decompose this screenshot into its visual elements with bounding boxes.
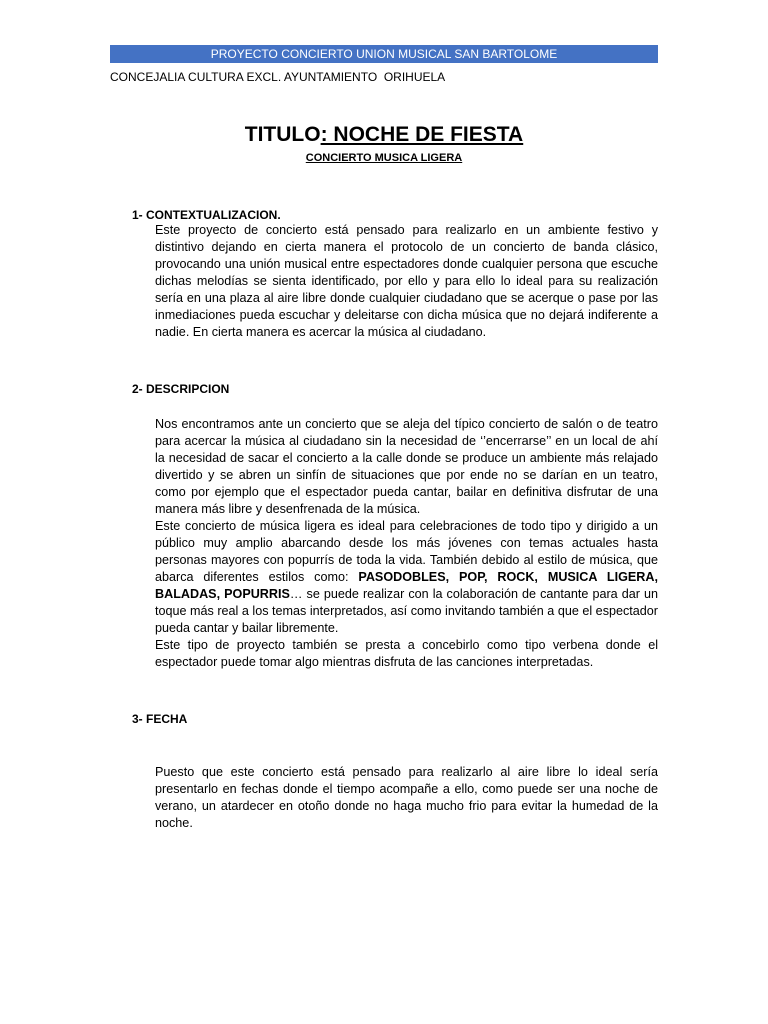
subheader-text: CONCEJALIA CULTURA EXCL. AYUNTAMIENTO ORIHUELA <box>110 70 446 84</box>
paragraph-descripcion-1: Nos encontramos ante un concierto que se aleja del típico concierto de salón o de teatro para acercar la música al ciudadano sin la necesidad de ‘’encerrarse’’ en un local de ahí la necesidad de sacar el concierto a la calle donde se produce un ambiente más relajado divertido y se abren un sinfín de situaciones que por ende no se darían en un teatro, como por ejemplo que el espectador pueda cantar, bailar en definitiva disfrutar de una manera más libre y desenfrenada de la música. <box>155 417 658 516</box>
paragraph-descripcion-2-start: Este concierto de música ligera es ideal para celebraciones de todo tipo y dirigido a un público muy amplio abarcando desde los más jóvenes con temas actuales hasta personas mayores con popurrís de toda la vida. También debido al estilo de música, que abarca diferentes estilos como: <box>155 519 658 584</box>
header-banner: PROYECTO CONCIERTO UNION MUSICAL SAN BARTOLOME <box>110 45 658 63</box>
paragraph-fecha: Puesto que este concierto está pensado para realizarlo al aire libre lo ideal sería presentarlo en fechas donde el tiempo acompañe a ello, como puede ser una noche de verano, un atardecer en otoño donde no haga mucho frio para evitar la humedad de la noche. <box>155 765 658 830</box>
page-subtitle: CONCIERTO MUSICA LIGERA <box>305 152 463 164</box>
title-prefix: TITULO <box>244 123 321 146</box>
section-heading-contexto: 1- CONTEXTUALIZACION. <box>132 208 281 222</box>
music-styles-list: PASODOBLES, POP, ROCK, MUSICA LIGERA, BALADAS, POPURRIS <box>155 570 658 601</box>
paragraph-descripcion-2 <box>155 518 658 637</box>
section-heading-fecha: 3- FECHA <box>132 712 188 726</box>
title-main: : NOCHE DE FIESTA <box>320 123 524 146</box>
page-title <box>110 121 658 149</box>
paragraph-contexto: Este proyecto de concierto está pensado para realizarlo en un ambiente festivo y distintivo dejando en cierta manera el protocolo de un concierto de banda clásico, provocando una unión musical entre espectadores donde cualquier persona que escuche dichas melodías se sienta identificado, por ello y para ello lo ideal para su realización sería en una plaza al aire libre donde cualquier ciudadano que se acerque o pase por las inmediaciones pueda escuchar y deleitarse con dicha música que no dejará indiferente a nadie. En cierta manera es acercar la música al ciudadano. <box>155 223 658 339</box>
section-heading-descripcion: 2- DESCRIPCION <box>132 382 230 396</box>
paragraph-descripcion-2-end: … se puede realizar con la colaboración de cantante para dar un toque más real a los temas interpretados, así como invitando también a que el espectador pueda cantar y bailar libremente. <box>155 587 658 635</box>
paragraph-descripcion-3: Este tipo de proyecto también se presta a concebirlo como tipo verbena donde el espectador puede tomar algo mientras disfruta de las canciones interpretadas. <box>155 638 658 669</box>
